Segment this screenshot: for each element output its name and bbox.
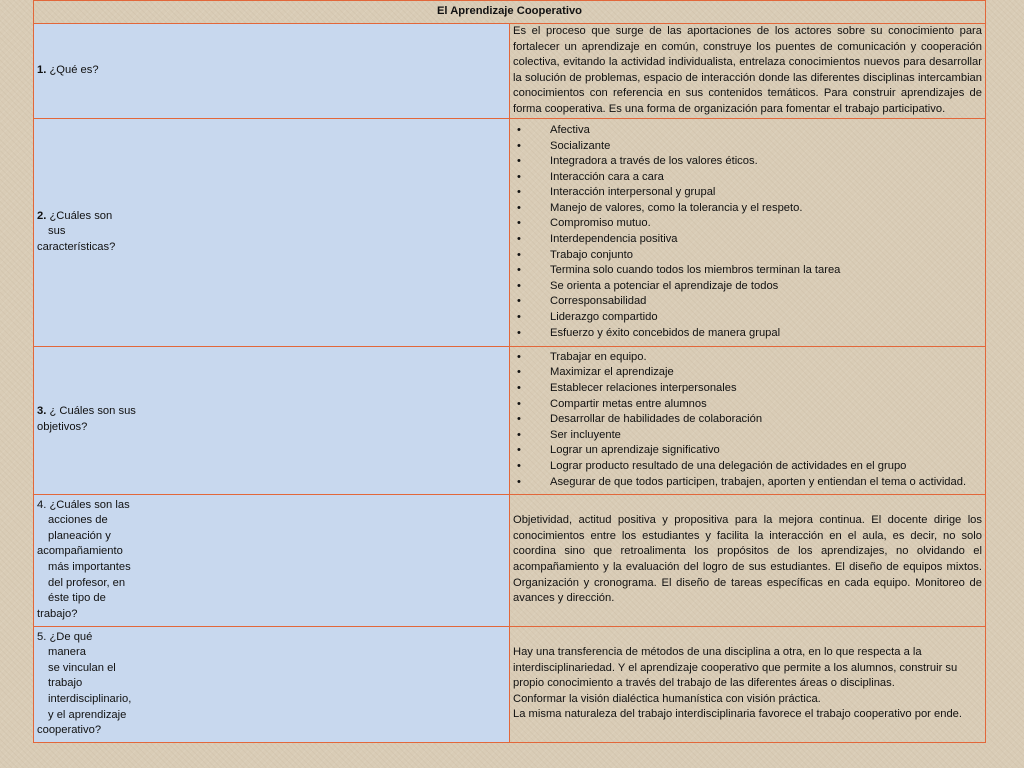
characteristics-list — [513, 123, 982, 341]
list-item: • Lograr producto resultado de una delegación de actividades en el grupo — [513, 459, 982, 475]
question-text: sus — [48, 225, 66, 238]
question-text: planeación y — [48, 529, 111, 542]
list-item: • Manejo de valores, como la tolerancia y el respeto. — [513, 201, 982, 217]
list-item: • Termina solo cuando todos los miembros terminan la tarea — [513, 263, 982, 279]
cooperative-learning-table — [33, 0, 986, 743]
question-cell — [34, 346, 510, 494]
list-item: • Trabajar en equipo. — [513, 350, 982, 366]
answer-paragraph: La misma naturaleza del trabajo interdisciplinaria favorece el trabajo cooperativo por ende. — [513, 708, 962, 721]
question-text: ¿Cuáles son — [46, 209, 113, 222]
question-number: 2. — [37, 209, 47, 222]
list-item: • Afectiva — [513, 123, 982, 139]
answer-cell — [510, 494, 986, 626]
question-number: 1. — [37, 63, 47, 76]
title-row — [34, 1, 986, 24]
question-text: ¿ Cuáles son sus — [46, 405, 136, 418]
question-cell — [34, 24, 510, 119]
list-item: • Corresponsabilidad — [513, 294, 982, 310]
list-item: • Integradora a través de los valores éticos. — [513, 154, 982, 170]
question-text: se vinculan el — [48, 661, 116, 674]
list-item: • Ser incluyente — [513, 428, 982, 444]
answer-paragraph: Conformar la visión dialéctica humanística con visión práctica. — [513, 692, 821, 705]
question-number: 4. — [37, 498, 47, 511]
answer-paragraph: Objetividad, actitud positiva y propositiva para la mejora continua. El docente dirige los conocimientos entre los estudiantes y facilita la interacción en el aula, es decir, no solo coordina sino que retroalimenta los propósitos de los aprendizajes, no olvidando el acompañamiento y la evaluación del logro de sus estudiantes. El diseño de equipos mixtos. Organización y cronograma. El diseño de tareas específicas en cada equipo. Monitoreo de avances y dirección. — [513, 514, 982, 605]
list-item: • Desarrollar de habilidades de colaboración — [513, 412, 982, 428]
table-row — [34, 118, 986, 346]
list-item: • Asegurar de que todos participen, trabajen, aporten y entiendan el tema o actividad. — [513, 475, 982, 491]
question-text: objetivos? — [37, 421, 88, 434]
objectives-list — [513, 350, 982, 490]
question-text: características? — [37, 240, 116, 253]
question-cell — [34, 494, 510, 626]
answer-cell — [510, 346, 986, 494]
list-item: • Compartir metas entre alumnos — [513, 397, 982, 413]
question-text: ¿De qué — [46, 630, 93, 643]
question-text: acciones de — [48, 514, 108, 527]
question-text: del profesor, en — [48, 576, 126, 589]
list-item: • Establecer relaciones interpersonales — [513, 381, 982, 397]
table-row — [34, 626, 986, 742]
list-item: • Se orienta a potenciar el aprendizaje de todos — [513, 279, 982, 295]
answer-cell — [510, 118, 986, 346]
question-cell — [34, 626, 510, 742]
question-number: 5. — [37, 630, 47, 643]
question-text: manera — [48, 646, 86, 659]
question-text: y el aprendizaje — [48, 708, 127, 721]
question-text: éste tipo de — [48, 592, 106, 605]
question-text: ¿Cuáles son las — [46, 498, 130, 511]
answer-paragraph: Es el proceso que surge de las aportaciones de los actores sobre su conocimiento para fortalecer un aprendizaje en común, construye los puentes de comunicación y cooperación colectiva, evitando la actividad individualista, entrelaza conocimientos nuevos para desarrollar la solución de problemas, espacio de interacción donde las diferentes disciplinas intercambian conocimientos con referencia en sus contenidos temáticos. Para construir aprendizajes de forma cooperativa. Es una forma de organización para fomentar el trabajo participativo. — [513, 25, 982, 115]
table-row — [34, 346, 986, 494]
list-item: • Trabajo conjunto — [513, 248, 982, 264]
question-text: trabajo? — [37, 607, 78, 620]
list-item: • Interacción interpersonal y grupal — [513, 185, 982, 201]
answer-paragraph: Hay una transferencia de métodos de una disciplina a otra, en lo que respecta a la interdisciplinariedad. Y el aprendizaje cooperativo que permite a los alumnos, construir su propio conocimiento a través del trabajo de las diferentes áreas o disciplinas. — [513, 646, 958, 690]
question-text: ¿Qué es? — [46, 63, 99, 76]
list-item: • Maximizar el aprendizaje — [513, 365, 982, 381]
question-text: más importantes — [48, 560, 131, 573]
list-item: • Interacción cara a cara — [513, 170, 982, 186]
question-number: 3. — [37, 405, 47, 418]
table-row — [34, 24, 986, 119]
question-text: interdisciplinario, — [48, 692, 132, 705]
list-item: • Liderazgo compartido — [513, 310, 982, 326]
list-item: • Interdependencia positiva — [513, 232, 982, 248]
answer-cell — [510, 24, 986, 119]
question-text: cooperativo? — [37, 724, 102, 737]
question-text: acompañamiento — [37, 545, 123, 558]
answer-cell — [510, 626, 986, 742]
list-item: • Lograr un aprendizaje significativo — [513, 443, 982, 459]
list-item: • Compromiso mutuo. — [513, 216, 982, 232]
table-row — [34, 494, 986, 626]
question-text: trabajo — [48, 677, 83, 690]
list-item: • Esfuerzo y éxito concebidos de manera grupal — [513, 326, 982, 342]
question-cell — [34, 118, 510, 346]
list-item: • Socializante — [513, 139, 982, 155]
table-title: El Aprendizaje Cooperativo — [34, 1, 986, 24]
